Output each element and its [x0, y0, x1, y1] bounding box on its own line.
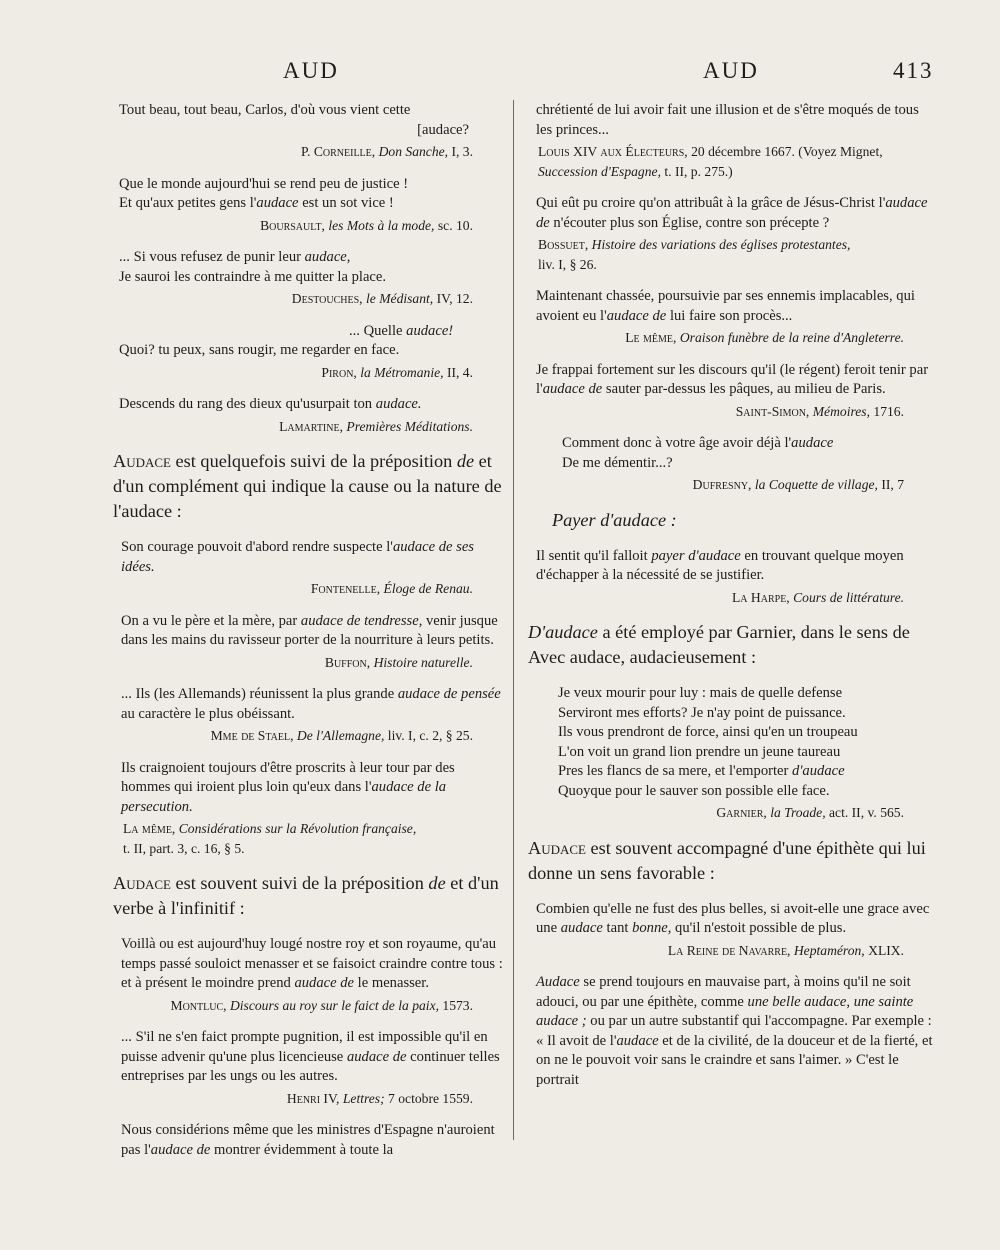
running-head-right: AUD	[703, 58, 759, 83]
citation-work: Histoire naturelle.	[373, 654, 473, 670]
citation-author: La Reine de Navarre,	[667, 942, 791, 958]
text: venir jusque dans les mains du ravisseur porter de la nourriture à leurs petits.	[121, 612, 498, 648]
verse-line: Serviront mes efforts? Je n'ay point de puissance.	[558, 704, 846, 721]
citation	[528, 588, 936, 608]
citation-author: Bossuet,	[538, 237, 589, 252]
citation-author: Buffon,	[324, 654, 371, 670]
text: Maintenant chassée, poursuivie par ses ennemis implacables, qui avoient eu l'	[536, 288, 915, 324]
citation-ref: 1573.	[442, 997, 473, 1013]
citation	[528, 402, 936, 422]
text: de	[428, 873, 446, 893]
example-paragraph	[121, 685, 505, 724]
text: est un sot vice !	[298, 195, 394, 211]
example-paragraph	[536, 287, 936, 326]
citation-work: Succession d'Espagne,	[538, 163, 661, 179]
text: Nous considérions même que les ministres d'Espagne n'auroient pas l'	[121, 1122, 495, 1158]
citation-author: Louis XIV aux Électeurs,	[538, 144, 688, 159]
verse-line: [audace?	[417, 121, 469, 138]
text: qu'il n'estoit possible de plus.	[671, 920, 847, 936]
text: chrétienté de lui avoir fait une illusion et de s'être moqués de tous les princes...	[536, 102, 919, 138]
citation-ref: I, 3.	[451, 144, 473, 159]
text: audace de	[346, 1048, 407, 1065]
text: On a vu le père et la mère, par	[121, 612, 301, 629]
citation-ref: liv. I, § 26.	[538, 256, 597, 272]
text: Audace	[113, 873, 171, 893]
text: Descends du rang des dieux qu'usurpait ton	[119, 396, 376, 412]
citation	[528, 941, 936, 961]
citation	[113, 996, 505, 1016]
citation-work: Cours de littérature.	[793, 589, 904, 605]
citation-ref: sc. 10.	[437, 217, 473, 233]
text: audace de	[606, 307, 667, 324]
text: ... Quelle	[349, 322, 407, 339]
quote-corneille	[119, 101, 505, 140]
citation-ref: II, 4.	[446, 364, 473, 380]
text: Combien qu'elle ne fust des plus belles, si avoit-elle une grace avec une	[536, 900, 930, 936]
text: Pres les flancs de sa mere, et l'emporter	[558, 763, 793, 779]
page-number: 413	[893, 58, 934, 83]
citation-ref: 7 octobre 1559.	[388, 1090, 473, 1106]
text: continuer telles entreprises par les ungs ou les autres.	[121, 1048, 500, 1084]
verse-line	[119, 395, 505, 415]
citation-work: Lettres;	[342, 1090, 385, 1106]
quote-dufresny	[562, 434, 936, 473]
citation-work: Don Sanche,	[378, 144, 449, 159]
verse-line: Tout beau, tout beau, Carlos, d'où vous vient cette	[119, 102, 411, 118]
text: Audace	[536, 974, 580, 990]
citation-ref: act. II, v. 565.	[829, 805, 904, 820]
citation-work: Premières Méditations.	[346, 418, 473, 434]
example-paragraph	[121, 1028, 505, 1087]
verse-line: Quoyque pour le sauver son possible elle face.	[558, 782, 830, 799]
example-paragraph	[536, 361, 936, 400]
citation-author: Mme de Stael,	[210, 728, 294, 743]
section-heading	[113, 871, 505, 921]
text: a été employé par Garnier, dans le sens de Avec audace, audacieusement :	[528, 622, 910, 667]
text: Voillà ou est aujourd'huy lougé nostre roy et son royaume, qu'au temps passé souloict menasser et se faisoict craindre contre tous : et à présent le moindre prend	[121, 936, 503, 991]
text: d'audace	[792, 763, 845, 779]
citation	[528, 803, 936, 823]
column-divider	[513, 100, 514, 1140]
text: audace	[560, 920, 603, 936]
verse-line: Quoi? tu peux, sans rougir, me regarder en face.	[119, 342, 400, 358]
text: au caractère le plus obéissant.	[121, 705, 295, 722]
text: Audace	[528, 837, 586, 858]
citation-author: Piron,	[321, 364, 357, 380]
text: audace	[791, 435, 834, 451]
text: et de la civilité, de la douceur et de la fierté, et on ne le pouvoit voir sans le craindre et sans l'aimer. » C'est le portrait	[536, 1032, 933, 1088]
text: Payer d'audace :	[552, 509, 677, 530]
text: Qui eût pu croire qu'on attribuât à la grâce de Jésus-Christ l'	[536, 195, 886, 211]
citation-work: Histoire des variations des églises protestantes,	[591, 237, 851, 252]
text: montrer évidemment à toute la	[210, 1141, 394, 1158]
verse-line: Que le monde aujourd'hui se rend peu de justice !	[119, 175, 409, 192]
citation-work: la Coquette de village,	[754, 477, 878, 492]
quote-boursault	[119, 175, 505, 214]
citation-work: la Troade,	[770, 805, 826, 820]
citation-author: La Harpe,	[732, 589, 790, 605]
text: audace de	[542, 381, 603, 397]
text: se prend toujours en mauvaise part, à moins qu'il ne soit adouci, ou par une épithète, comme	[536, 974, 911, 1010]
text: Comment donc à votre âge avoir déjà l'	[562, 435, 792, 451]
citation-author: Dufresny,	[692, 477, 752, 492]
text: ou par un autre substantif qui l'accompagne. Par exemple : « Il avoit de l'	[536, 1013, 932, 1049]
citation	[528, 475, 936, 495]
citation-work: Heptaméron,	[793, 942, 865, 958]
citation	[528, 328, 936, 348]
verse-line	[558, 762, 936, 782]
citation	[113, 819, 505, 858]
citation	[528, 235, 936, 274]
citation	[113, 1089, 505, 1109]
verse-line	[119, 322, 505, 342]
citation-work: le Médisant,	[366, 291, 434, 306]
citation-author: P. Corneille,	[300, 144, 376, 159]
citation	[113, 653, 505, 673]
text: une belle audace, une sainte audace ;	[536, 993, 914, 1029]
example-paragraph	[121, 612, 505, 651]
example-paragraph	[121, 1121, 505, 1160]
text: Son courage pouvoit d'abord rendre suspecte l'	[121, 539, 393, 555]
text: tant	[602, 920, 633, 936]
citation-work: la Métromanie,	[360, 364, 444, 380]
example-paragraph	[536, 900, 936, 939]
text: Il sentit qu'il falloit	[536, 547, 652, 564]
example-paragraph	[121, 759, 505, 818]
text: payer d'audace	[651, 547, 741, 564]
text: le menasser.	[354, 975, 429, 991]
quote-destouches	[119, 248, 505, 287]
verse-line	[119, 194, 505, 214]
citation-work: les Mots à la mode,	[328, 217, 435, 233]
text: de	[456, 451, 475, 471]
section-heading	[528, 836, 936, 886]
example-paragraph	[536, 547, 936, 586]
verse-line: L'on voit un grand lion prendre un jeune taureau	[558, 743, 841, 760]
text: est souvent suivi de la préposition	[170, 873, 429, 893]
text: Ils craignoient toujours d'être proscrits à leur tour par des hommes qui iroient plus loin qu'eux dans l'	[121, 759, 455, 795]
text: et d'un complément qui indique la cause ou la nature de l'audace :	[113, 451, 502, 521]
text: ... Si vous refusez de punir leur	[119, 249, 305, 265]
citation-author: Saint-Simon,	[735, 403, 810, 419]
example-paragraph	[536, 973, 936, 1090]
verse-line: Je veux mourir pour luy : mais de quelle defense	[558, 685, 843, 701]
text: Audace	[113, 451, 171, 471]
citation-ref: 1716.	[873, 403, 904, 419]
citation	[113, 579, 505, 599]
citation-author: Boursault,	[260, 217, 325, 233]
text: ... Ils (les Allemands) réunissent la plus grande	[121, 686, 398, 702]
text: Et qu'aux petites gens l'	[119, 195, 257, 211]
citation-ref: t. II, p. 275.)	[664, 163, 733, 179]
citation-work: Oraison funèbre de la reine d'Angleterre.	[679, 330, 904, 345]
citation-ref: IV, 12.	[436, 291, 473, 306]
citation	[113, 216, 505, 236]
running-head-left: AUD	[283, 58, 339, 83]
citation	[113, 289, 505, 309]
left-column	[113, 101, 505, 1162]
citation-ref: t. II, part. 3, c. 16, § 5.	[123, 840, 245, 856]
text: bonne,	[632, 920, 672, 936]
text: sauter par-dessus les pâques, au milieu de Paris.	[602, 381, 886, 397]
verse-line: Ils vous prendront de force, ainsi qu'en un troupeau	[558, 724, 858, 740]
citation-author: Destouches,	[291, 291, 363, 306]
citation-work: De l'Allemagne,	[296, 728, 385, 743]
quote-piron	[119, 322, 505, 361]
text: en trouvant quelque moyen d'échapper à la nécessité de se justifier.	[536, 547, 904, 583]
verse-line	[562, 434, 936, 454]
citation-ref: liv. I, c. 2, § 25.	[387, 728, 473, 743]
citation-author: La même,	[123, 821, 176, 836]
citation-author: Fontenelle,	[310, 581, 381, 596]
citation-work: Mémoires,	[812, 403, 870, 419]
text: audace de	[150, 1141, 211, 1158]
example-paragraph	[121, 538, 505, 577]
section-heading	[552, 508, 936, 533]
text: et d'un verbe à l'infinitif :	[113, 873, 499, 918]
quote-garnier	[558, 684, 936, 801]
text: D'audace	[528, 622, 598, 642]
citation-work: Éloge de Renau.	[383, 581, 473, 596]
citation	[113, 417, 505, 437]
text: audace de tendresse,	[300, 612, 423, 629]
section-heading	[528, 620, 936, 670]
text: audace.	[375, 396, 422, 412]
text: audace	[616, 1032, 659, 1049]
citation-ref: 20 décembre 1667. (Voyez Mignet,	[691, 144, 883, 159]
text: audace!	[406, 322, 454, 339]
verse-line: De me démentir...?	[562, 454, 673, 471]
text: lui faire son procès...	[666, 307, 793, 324]
text: est souvent accompagné d'une épithète qui lui donne un sens favorable :	[528, 837, 926, 883]
text: audace de la persecution.	[121, 779, 447, 815]
verse-line: Je sauroi les contraindre à me quitter la place.	[119, 268, 387, 285]
text: audace de pensée	[397, 686, 501, 702]
citation-work: Discours au roy sur le faict de la paix,	[229, 997, 439, 1013]
text: audace de ses idées.	[121, 539, 474, 575]
citation-author: Lamartine,	[279, 418, 343, 434]
text: n'écouter plus son Église, contre son précepte ?	[549, 214, 830, 231]
citation	[113, 142, 505, 162]
citation-ref: II, 7	[881, 477, 904, 492]
text: audace de	[294, 975, 355, 991]
section-heading	[113, 449, 505, 524]
example-paragraph	[536, 194, 936, 233]
text: audace,	[304, 249, 351, 265]
text: audace de	[536, 195, 928, 231]
verse-line	[119, 248, 505, 268]
citation-author: Garnier,	[716, 805, 767, 820]
text: audace	[256, 195, 299, 211]
text: Je frappai fortement sur les discours qu'il (le régent) feroit tenir par l'	[536, 361, 929, 397]
citation-author: Henri IV,	[286, 1090, 340, 1106]
citation	[528, 142, 936, 181]
citation-work: Considérations sur la Révolution française,	[178, 821, 417, 836]
citation	[113, 363, 505, 383]
right-column	[528, 101, 936, 1092]
example-paragraph	[121, 935, 505, 994]
example-paragraph	[536, 101, 936, 140]
citation-author: Le même,	[625, 330, 677, 345]
citation-author: Montluc,	[170, 997, 227, 1013]
text: est quelquefois suivi de la préposition	[170, 451, 457, 471]
text: ... S'il ne s'en faict prompte pugnition, il est impossible qu'il en puisse advenir qu'une plus licencieuse	[121, 1029, 488, 1065]
citation	[113, 726, 505, 746]
citation-ref: XLIX.	[868, 942, 904, 958]
quote-lamartine	[119, 395, 505, 415]
